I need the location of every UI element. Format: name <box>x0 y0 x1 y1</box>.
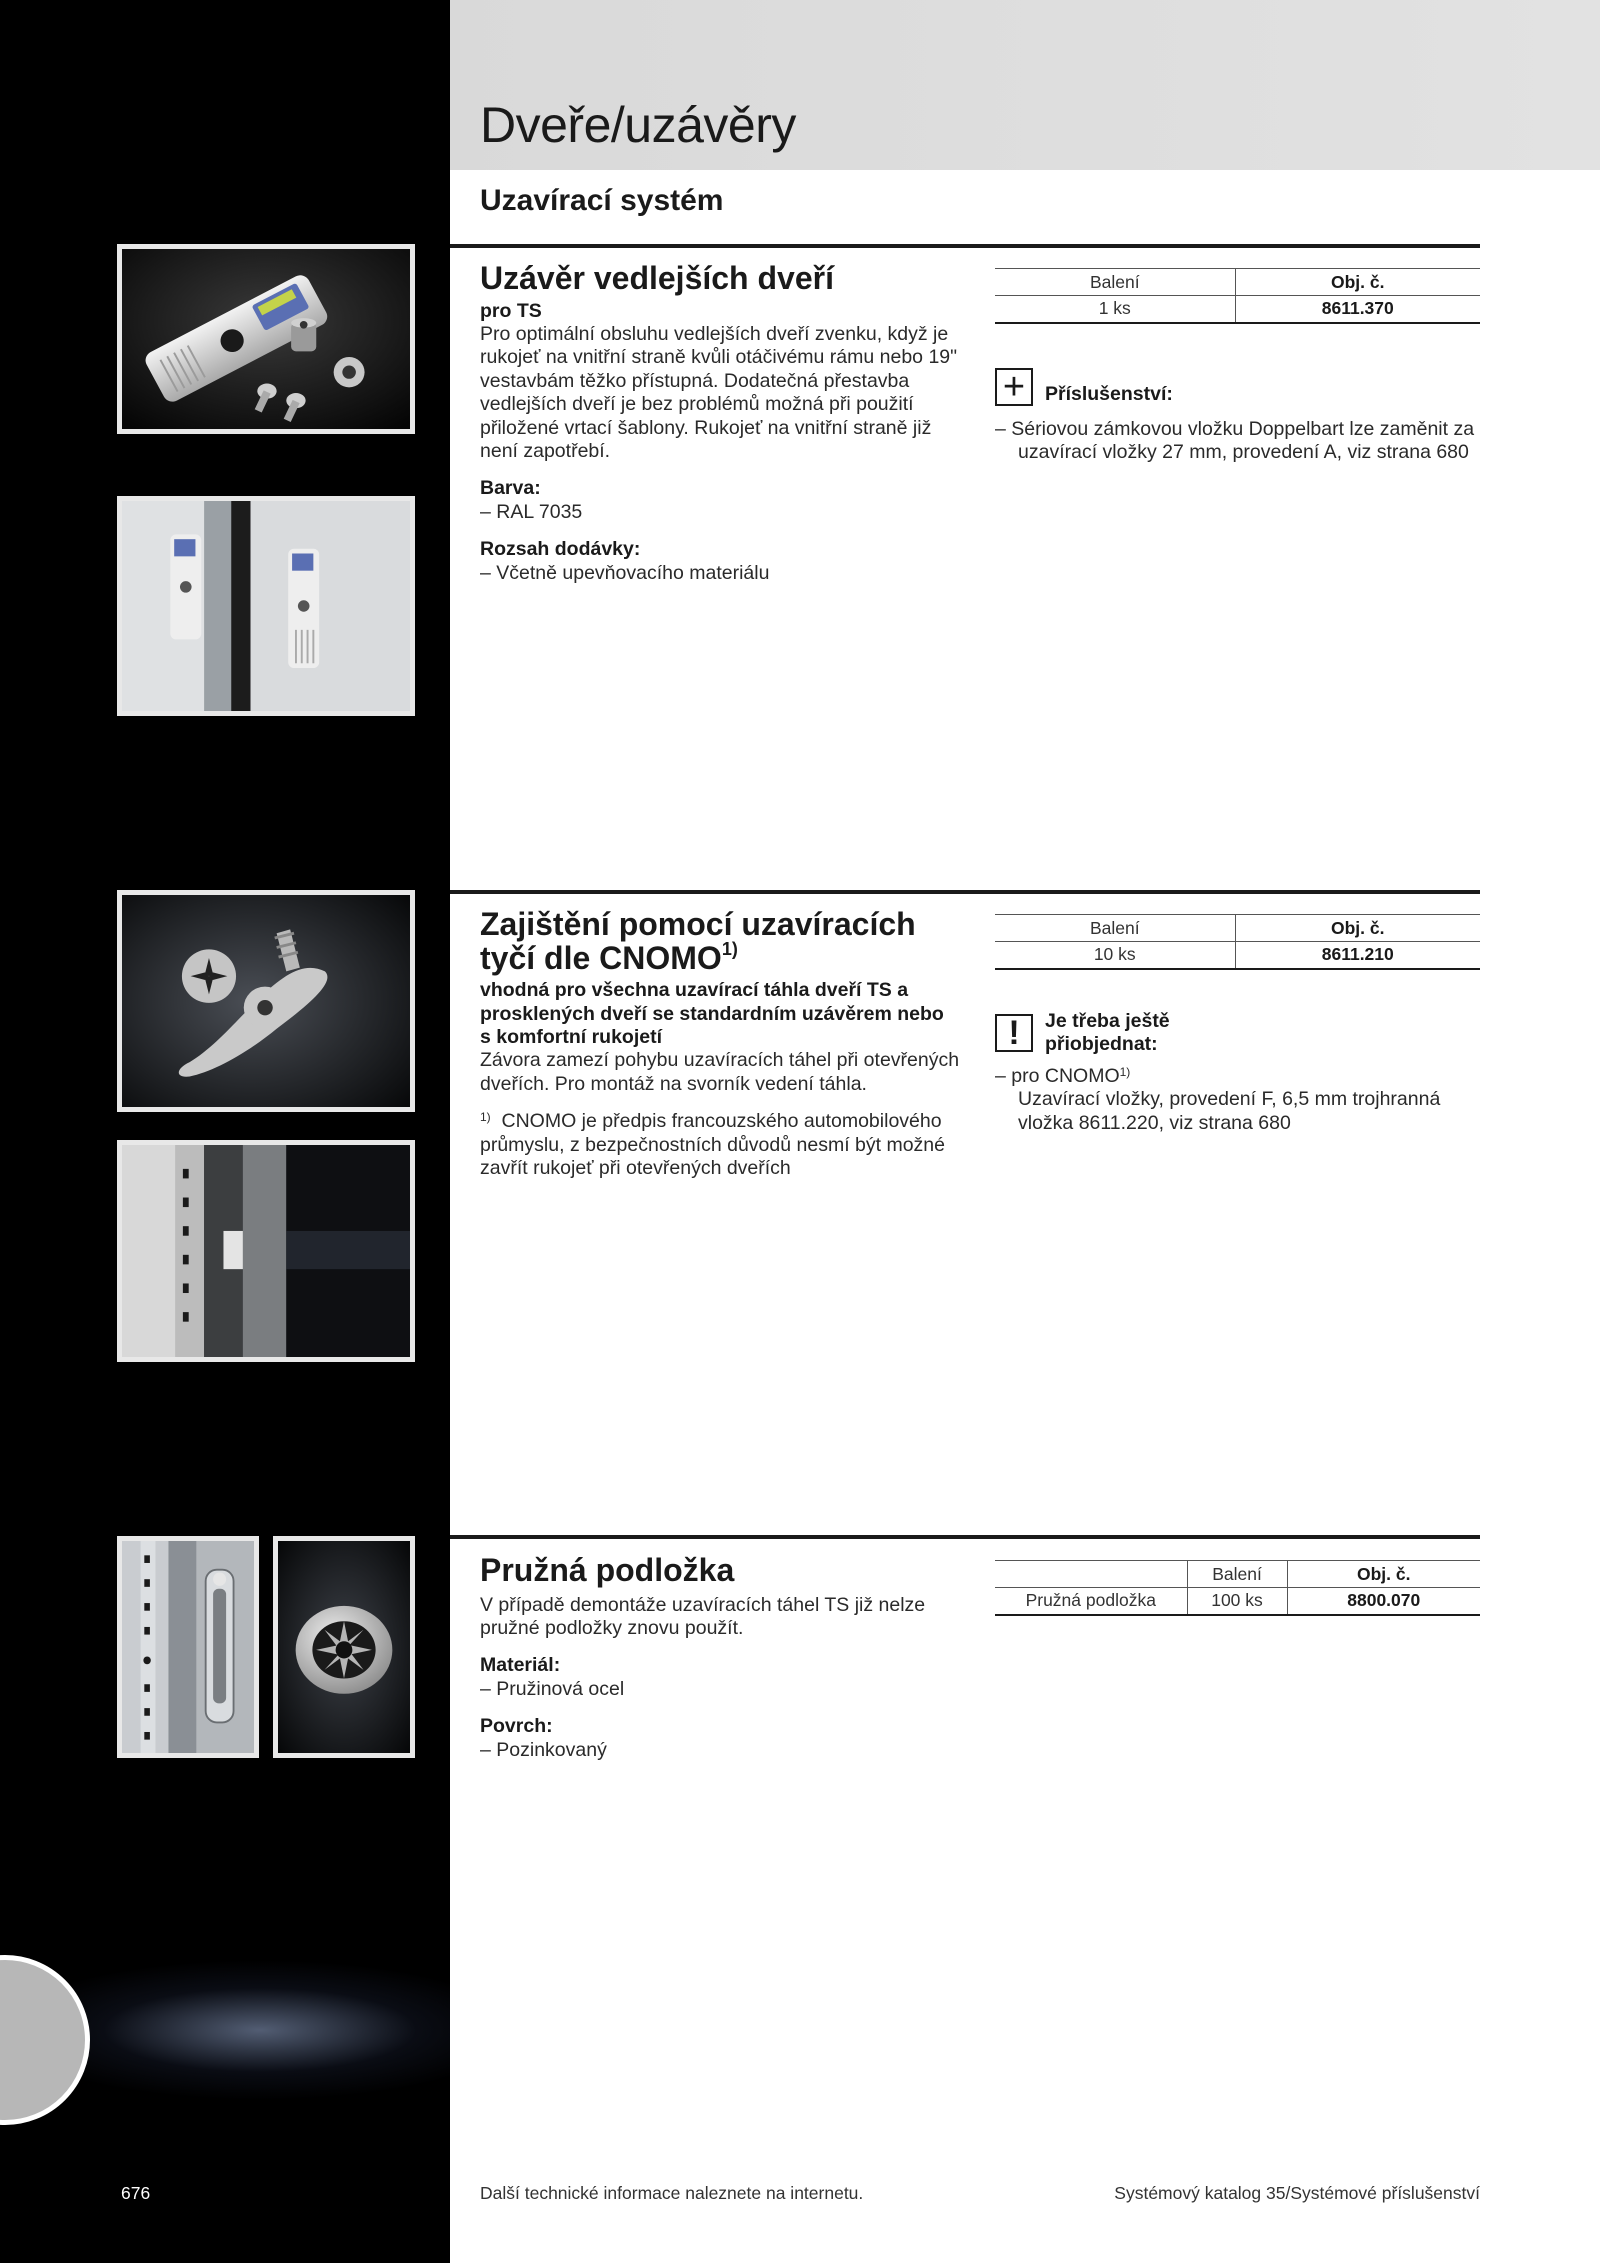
table-cell-order-no: 8611.210 <box>1235 942 1480 969</box>
footnote <box>480 1110 960 1180</box>
cnomo-latch-installed-photo <box>117 1140 415 1362</box>
exclamation-icon: ! <box>995 1014 1033 1052</box>
order-note-item <box>995 1065 1485 1135</box>
color-label: Barva: <box>480 477 541 500</box>
order-note-block <box>995 1010 1485 1135</box>
table-cell-item: Pružná podložka <box>995 1588 1187 1615</box>
side-door-lock-photo <box>117 244 415 434</box>
order-note-title: Je třeba ještě přiobjednat: <box>1045 1010 1170 1056</box>
page-number: 676 <box>121 2183 151 2203</box>
cnomo-latch-photo <box>117 890 415 1112</box>
scope-value: – Včetně upevňovacího materiálu <box>480 561 770 584</box>
product-title <box>480 908 960 975</box>
order-note-item-prefix: – pro CNOMO <box>995 1064 1120 1087</box>
product-title: Pružná podložka <box>480 1552 735 1588</box>
table-cell-packaging: 10 ks <box>995 942 1235 969</box>
spring-washer-photo <box>273 1536 415 1758</box>
accessory-block <box>995 368 1485 465</box>
product-side-door-lock <box>480 262 960 585</box>
product-description: Závora zamezí pohybu uzavíracích táhel při otevřených dveřích. Pro montáž na svorník vedení táhla. <box>480 1049 960 1095</box>
section-rule-1 <box>450 244 1480 248</box>
product-spring-washer <box>480 1554 960 1762</box>
footer-catalog: Systémový katalog 35/Systémové příslušenství <box>1114 2183 1480 2203</box>
footnote-text: CNOMO je předpis francouzského automobilového průmyslu, z bezpečnostních důvodů nesmí být možné zavřít rukojeť při otevřených dveřích <box>480 1110 945 1179</box>
order-note-item-footnote: 1) <box>1119 1064 1131 1079</box>
table-cell-order-no: 8800.070 <box>1287 1588 1480 1615</box>
section-rule-2 <box>450 890 1480 894</box>
order-table-3 <box>995 1560 1480 1616</box>
product-description: V případě demontáže uzavíracích táhel TS již nelze pružné podložky znovu použít. <box>480 1593 926 1639</box>
accessory-title: Příslušenství: <box>1045 382 1173 405</box>
order-table-2 <box>995 914 1480 970</box>
table-cell-order-no: 8611.370 <box>1235 296 1480 323</box>
product-description: Pro optimální obsluhu vedlejších dveří zvenku, když je rukojeť na vnitřní straně kvůli otáčivému rámu nebo 19" vestavbám těžko přístupná. Dodatečná přestavba vedlejších dveří je bez problémů možná při použití přiložené vrtací šablony. Rukojeť na vnitřní straně již není zapotřebí. <box>480 322 958 462</box>
table-cell-packaging: 1 ks <box>995 296 1235 323</box>
surface-value: – Pozinkovaný <box>480 1738 607 1761</box>
spring-washer-installed-photo <box>117 1536 259 1758</box>
footnote-marker: 1) <box>480 1110 491 1125</box>
section-title: Uzavírací systém <box>480 184 724 217</box>
color-value: – RAL 7035 <box>480 500 583 523</box>
order-note-item-text: Uzavírací vložky, provedení F, 6,5 mm trojhranná vložka 8611.220, viz strana 680 <box>1018 1088 1441 1134</box>
side-door-lock-installed-photo <box>117 496 415 716</box>
table-header-order-no: Obj. č. <box>1235 915 1480 942</box>
table-header-packaging: Balení <box>995 915 1235 942</box>
table-header-item <box>995 1561 1187 1588</box>
surface-label: Povrch: <box>480 1715 553 1738</box>
product-cnomo-latch <box>480 908 960 1180</box>
plus-icon: + <box>995 368 1033 406</box>
product-subtitle: vhodná pro všechna uzavírací táhla dveří TS a prosklených dveří se standardním uzávěrem nebo s komfortní rukojetí <box>480 979 944 1048</box>
product-title-footnote: 1) <box>721 938 738 959</box>
scope-label: Rozsah dodávky: <box>480 538 641 561</box>
product-subtitle: pro TS <box>480 299 542 322</box>
table-header-packaging: Balení <box>1187 1561 1287 1588</box>
product-title: Uzávěr vedlejších dveří <box>480 260 834 296</box>
material-label: Materiál: <box>480 1654 561 1677</box>
footer-info: Další technické informace naleznete na internetu. <box>480 2183 864 2203</box>
table-header-order-no: Obj. č. <box>1235 269 1480 296</box>
material-value: – Pružinová ocel <box>480 1677 625 1700</box>
table-cell-packaging: 100 ks <box>1187 1588 1287 1615</box>
product-title-text: Zajištění pomocí uzavíracích tyčí dle CNOMO <box>480 906 916 976</box>
table-header-packaging: Balení <box>995 269 1235 296</box>
order-table-1 <box>995 268 1480 324</box>
section-rule-3 <box>450 1535 1480 1539</box>
table-header-order-no: Obj. č. <box>1287 1561 1480 1588</box>
page-title: Dveře/uzávěry <box>480 97 796 153</box>
accessory-item: – Sériovou zámkovou vložku Doppelbart lze zaměnit za uzavírací vložky 27 mm, provedení A, viz strana 680 <box>995 418 1475 464</box>
